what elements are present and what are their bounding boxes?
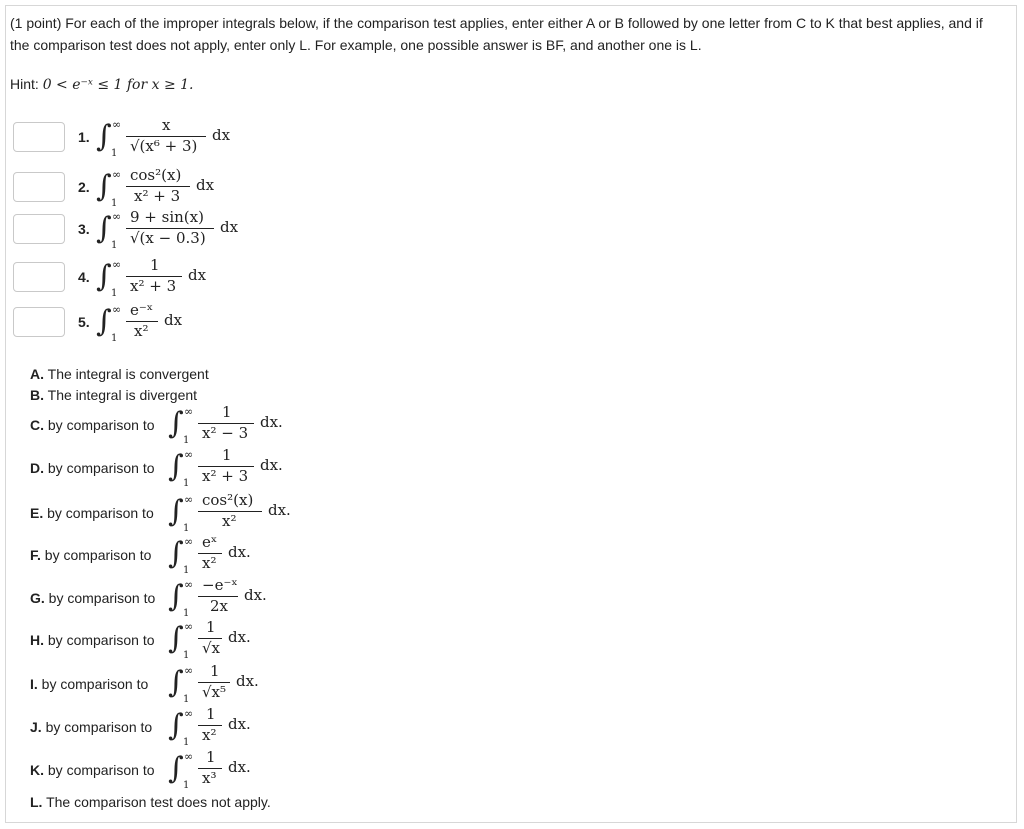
lower-limit: 1 <box>183 608 190 619</box>
upper-limit: ∞ <box>184 405 194 418</box>
numerator: 1 <box>150 256 160 274</box>
denominator: x³ <box>202 769 217 787</box>
option-letter: F. <box>30 547 41 563</box>
denominator: √(x⁶ + 3) <box>130 137 198 155</box>
denominator: x² + 3 <box>202 467 249 485</box>
lower-limit: 1 <box>111 148 118 159</box>
lower-limit: 1 <box>111 333 118 344</box>
differential: dx. <box>260 413 283 431</box>
numerator: x <box>162 116 171 134</box>
option-j <box>30 719 152 735</box>
option-text: by comparison to <box>48 590 156 606</box>
numerator: 1 <box>206 705 216 723</box>
option-b <box>30 387 197 403</box>
hint-expression: 0 < e⁻ˣ ≤ 1 for x ≥ 1. <box>42 77 194 93</box>
denominator: √x⁵ <box>202 683 227 701</box>
option-g <box>30 590 155 606</box>
upper-limit: ∞ <box>184 578 194 591</box>
lower-limit: 1 <box>111 288 118 299</box>
option-letter: A. <box>30 366 44 382</box>
denominator: x² − 3 <box>202 424 249 442</box>
option-letter: E. <box>30 505 44 521</box>
option-text: The integral is divergent <box>47 387 198 403</box>
integral-sign: ∫ <box>96 304 112 339</box>
option-text: by comparison to <box>47 762 155 778</box>
option-text: The comparison test does not apply. <box>46 794 271 810</box>
integral-sign: ∫ <box>168 536 184 571</box>
lower-limit: 1 <box>183 780 190 791</box>
upper-limit: ∞ <box>184 750 194 763</box>
integral-sign: ∫ <box>168 579 184 614</box>
numerator: 1 <box>206 748 216 766</box>
upper-limit: ∞ <box>184 448 194 461</box>
integral-sign: ∫ <box>168 449 184 484</box>
integral-sign: ∫ <box>168 708 184 743</box>
differential: dx. <box>244 586 267 604</box>
upper-limit: ∞ <box>184 707 194 720</box>
upper-limit: ∞ <box>184 664 194 677</box>
option-f <box>30 547 151 563</box>
problem-number: 5. <box>78 314 90 330</box>
integral-sign: ∫ <box>96 259 112 294</box>
answer-input[interactable] <box>13 307 65 337</box>
option-text: by comparison to <box>44 547 152 563</box>
option-text: by comparison to <box>47 505 154 521</box>
denominator: x² <box>202 726 217 744</box>
denominator: x² <box>202 554 217 572</box>
differential: dx. <box>260 456 283 474</box>
problem-number: 4. <box>78 269 90 285</box>
problem-number: 3. <box>78 221 90 237</box>
denominator: x² <box>222 512 237 530</box>
lower-limit: 1 <box>183 435 190 446</box>
integral-sign: ∫ <box>168 621 184 656</box>
answer-input[interactable] <box>13 172 65 202</box>
option-k <box>30 762 155 778</box>
problem-number: 1. <box>78 129 90 145</box>
lower-limit: 1 <box>183 737 190 748</box>
differential: dx. <box>236 672 259 690</box>
upper-limit: ∞ <box>112 258 122 271</box>
denominator: √x <box>202 639 221 657</box>
lower-limit: 1 <box>183 523 190 534</box>
option-h <box>30 632 155 648</box>
option-c <box>30 417 155 433</box>
integral-sign: ∫ <box>168 751 184 786</box>
lower-limit: 1 <box>183 650 190 661</box>
numerator: cos²(x) <box>202 491 254 509</box>
numerator: 1 <box>206 618 216 636</box>
problem-instructions: (1 point) For each of the improper integrals below, if the comparison test applies, enter either A or B followed by one letter from C to K that best applies, and if the comparison test does not apply, enter only L. For example, one possible answer is BF, and another one is L. <box>10 15 983 53</box>
differential: dx. <box>228 715 251 733</box>
numerator: cos²(x) <box>130 166 182 184</box>
option-letter: D. <box>30 460 44 476</box>
upper-limit: ∞ <box>112 118 122 131</box>
option-letter: G. <box>30 590 45 606</box>
option-l <box>30 794 271 810</box>
denominator: 2x <box>210 597 229 615</box>
upper-limit: ∞ <box>112 210 122 223</box>
upper-limit: ∞ <box>112 168 122 181</box>
differential: dx. <box>228 758 251 776</box>
lower-limit: 1 <box>183 694 190 705</box>
upper-limit: ∞ <box>112 303 122 316</box>
hint-label: Hint: <box>10 76 39 92</box>
integral-sign: ∫ <box>168 494 184 529</box>
option-text: The integral is convergent <box>47 366 209 382</box>
integral-sign: ∫ <box>96 211 112 246</box>
option-letter: K. <box>30 762 44 778</box>
denominator: √(x − 0.3) <box>130 229 206 247</box>
option-letter: B. <box>30 387 44 403</box>
option-a <box>30 366 209 382</box>
differential: dx. <box>228 543 251 561</box>
differential: dx <box>188 266 207 284</box>
integral-sign: ∫ <box>96 119 112 154</box>
numerator: 1 <box>210 662 220 680</box>
option-text: by comparison to <box>41 676 149 692</box>
differential: dx <box>212 126 231 144</box>
answer-input[interactable] <box>13 262 65 292</box>
option-letter: L. <box>30 794 43 810</box>
option-text: by comparison to <box>47 632 155 648</box>
differential: dx. <box>268 501 291 519</box>
option-letter: I. <box>30 676 38 692</box>
option-text: by comparison to <box>45 719 153 735</box>
upper-limit: ∞ <box>184 620 194 633</box>
lower-limit: 1 <box>183 565 190 576</box>
problem-number: 2. <box>78 179 90 195</box>
option-i <box>30 676 148 692</box>
lower-limit: 1 <box>183 478 190 489</box>
numerator: e⁻ˣ <box>130 301 154 319</box>
integral-sign: ∫ <box>96 169 112 204</box>
differential: dx. <box>228 628 251 646</box>
differential: dx <box>164 311 183 329</box>
problem-frame <box>5 5 1017 823</box>
numerator: −e⁻ˣ <box>202 576 238 594</box>
upper-limit: ∞ <box>184 535 194 548</box>
upper-limit: ∞ <box>184 493 194 506</box>
option-d <box>30 460 155 476</box>
denominator: x² + 3 <box>130 277 177 295</box>
denominator: x² <box>134 322 149 340</box>
lower-limit: 1 <box>111 198 118 209</box>
integral-sign: ∫ <box>168 665 184 700</box>
numerator: 1 <box>222 446 232 464</box>
option-letter: C. <box>30 417 44 433</box>
numerator: 9 + sin(x) <box>130 208 204 226</box>
differential: dx <box>220 218 239 236</box>
integral-sign: ∫ <box>168 406 184 441</box>
option-e <box>30 505 154 521</box>
numerator: eˣ <box>202 533 218 551</box>
option-text: by comparison to <box>47 417 155 433</box>
answer-input[interactable] <box>13 122 65 152</box>
numerator: 1 <box>222 403 232 421</box>
option-letter: J. <box>30 719 42 735</box>
denominator: x² + 3 <box>134 187 181 205</box>
hint <box>10 76 194 93</box>
option-text: by comparison to <box>47 460 155 476</box>
option-letter: H. <box>30 632 44 648</box>
answer-input[interactable] <box>13 214 65 244</box>
lower-limit: 1 <box>111 240 118 251</box>
differential: dx <box>196 176 215 194</box>
